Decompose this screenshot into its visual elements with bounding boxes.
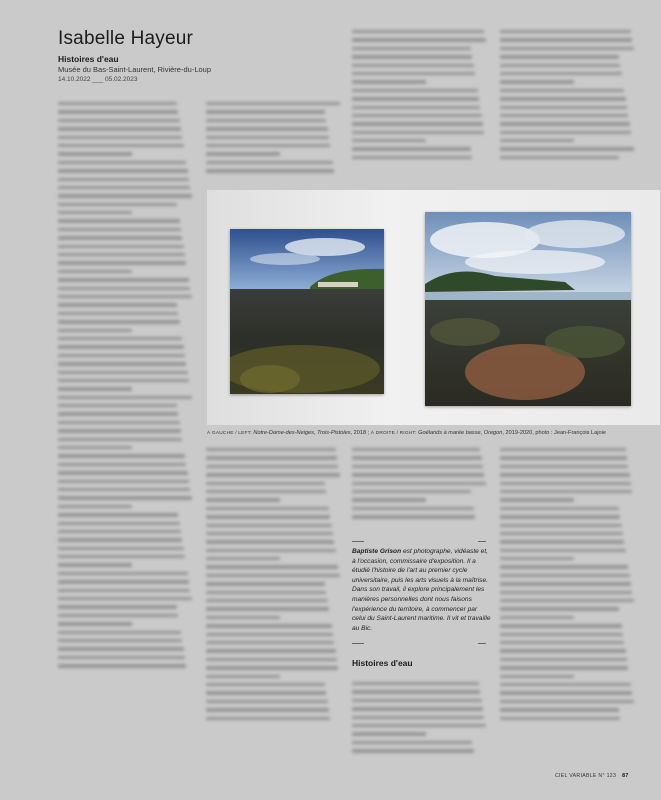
caption-left-title: Notre-Dame-des-Neiges, Trois-Pistoles (253, 430, 351, 436)
blurred-text-line (206, 119, 326, 122)
blurred-text-line (206, 532, 333, 535)
blurred-text-line (500, 616, 574, 619)
blurred-text-line (352, 122, 483, 125)
blurred-text-line (500, 507, 619, 510)
blurred-text-line (206, 666, 338, 669)
blurred-text-line (206, 465, 338, 468)
blurred-text-line (58, 488, 190, 491)
blurred-text-line (206, 675, 280, 678)
blurred-text-line (58, 161, 186, 164)
blurred-text-line (352, 30, 484, 33)
blurred-text-line (500, 89, 624, 92)
blurred-text-line (352, 97, 479, 100)
blurred-text-line (206, 161, 333, 164)
exhibition-title: Histoires d'eau (58, 54, 119, 64)
blurred-text-line (352, 448, 480, 451)
blurred-text-line (352, 749, 474, 752)
blurred-text-line (58, 421, 180, 424)
blurred-text-line (58, 295, 192, 298)
blurred-text-line (58, 572, 188, 575)
blurred-text-line (58, 287, 190, 290)
blurred-text-line (58, 345, 184, 348)
artist-name: Isabelle Hayeur (58, 28, 194, 49)
bio-rule-top-right (478, 541, 486, 542)
blurred-text-line (206, 456, 337, 459)
blurred-text-line (352, 732, 426, 735)
blurred-text-line (58, 622, 132, 625)
blurred-text-line (206, 507, 329, 510)
blurred-column-left (58, 102, 193, 673)
blurred-text-line (206, 152, 280, 155)
blurred-text-line (206, 482, 325, 485)
blurred-text-line (58, 194, 192, 197)
blurred-text-line (58, 371, 188, 374)
blurred-text-line (500, 38, 632, 41)
blurred-text-line (500, 498, 574, 501)
blurred-text-line (500, 139, 574, 142)
bio-rule-bottom-right (478, 643, 486, 644)
blurred-text-line (58, 270, 132, 273)
blurred-text-line (206, 717, 330, 720)
blurred-text-line (500, 599, 634, 602)
blurred-text-line (500, 633, 623, 636)
blurred-text-line (206, 700, 328, 703)
blurred-text-line (58, 136, 182, 139)
photo-goelands-maree-basse (425, 212, 631, 406)
bio-text: est photographe, vidéaste et, à l'occasion, commissaire d'exposition. Il a étudié l'histoire de l'art au premier cycle universitaire, puis les arts visuels à la maîtrise. Dans son travail, il explore principalement les manières personnelles dont nous faisons l'expérience du territoire, à commencer par celui du Saint-Laurent maritime. Il vit et travaille au Bic. (352, 548, 491, 632)
blurred-text-line (352, 515, 475, 518)
blurred-text-line (58, 471, 188, 474)
blurred-text-line (500, 641, 624, 644)
blurred-text-line (58, 505, 132, 508)
bio-rule-bottom (352, 643, 364, 644)
blurred-text-line (58, 362, 186, 365)
blurred-text-line (58, 379, 189, 382)
blurred-text-line (500, 649, 626, 652)
blurred-text-line (352, 724, 486, 727)
blurred-text-line (352, 139, 426, 142)
bio-name: Baptiste Grison (352, 548, 402, 555)
page-number: 87 (622, 773, 629, 779)
blurred-text-line (352, 690, 480, 693)
blurred-text-line (500, 482, 631, 485)
blurred-text-line (206, 708, 329, 711)
blurred-text-line (58, 647, 184, 650)
blurred-text-line (500, 691, 632, 694)
blurred-text-line (352, 482, 486, 485)
blurred-text-line (58, 513, 178, 516)
blurred-text-line (500, 72, 622, 75)
blurred-text-line (58, 404, 177, 407)
blurred-text-line (500, 557, 574, 560)
blurred-text-line (500, 700, 634, 703)
blurred-text-line (500, 490, 632, 493)
blurred-text-line (352, 682, 479, 685)
page-footer (555, 773, 629, 779)
blurred-text-line (500, 574, 630, 577)
blurred-text-line (58, 589, 190, 592)
blurred-text-line (58, 580, 189, 583)
blurred-text-line (206, 691, 326, 694)
blurred-text-line (500, 131, 631, 134)
blurred-text-line (58, 538, 182, 541)
blurred-text-line (500, 666, 628, 669)
blurred-text-line (58, 278, 189, 281)
blurred-text-line (500, 106, 627, 109)
blurred-column-right-b-top (500, 30, 635, 164)
blurred-text-line (58, 261, 186, 264)
caption-right-year: , 2019-2020, (502, 430, 536, 436)
blurred-text-line (500, 565, 628, 568)
blurred-text-line (58, 454, 185, 457)
blurred-text-line (58, 354, 185, 357)
blurred-text-line (58, 480, 189, 483)
blurred-text-line (500, 456, 627, 459)
blurred-text-line (58, 614, 178, 617)
blurred-text-line (206, 624, 332, 627)
blurred-text-line (58, 547, 184, 550)
photo-notre-dame-des-neiges (230, 229, 384, 394)
blurred-text-line (500, 658, 627, 661)
blurred-text-line (206, 616, 280, 619)
blurred-text-line (58, 211, 132, 214)
blurred-text-line (58, 219, 180, 222)
blurred-text-line (58, 605, 177, 608)
blurred-text-line (58, 555, 185, 558)
blurred-text-line (206, 607, 329, 610)
blurred-column-mid-top (206, 102, 341, 178)
exhibition-dates: 14.10.2022 ___ 05.02.2023 (58, 76, 138, 83)
blurred-text-line (58, 337, 182, 340)
blurred-text-line (352, 498, 426, 501)
blurred-text-line (500, 122, 630, 125)
blurred-text-line (352, 147, 471, 150)
blurred-text-line (500, 708, 619, 711)
blurred-text-line (206, 136, 329, 139)
blurred-text-line (58, 110, 178, 113)
blurred-column-right-b-bottom (500, 448, 635, 725)
blurred-text-line (500, 80, 574, 83)
blurred-text-line (500, 717, 620, 720)
blurred-text-line (500, 582, 631, 585)
magazine-issue: CIEL VARIABLE N° 123 (555, 773, 617, 779)
section-heading: Histoires d'eau (352, 658, 413, 668)
blurred-text-line (500, 515, 620, 518)
blurred-text-line (352, 490, 471, 493)
blurred-text-line (500, 147, 634, 150)
blurred-text-line (352, 456, 482, 459)
blurred-text-line (206, 540, 334, 543)
caption-left-label: À GAUCHE / LEFT: (207, 431, 252, 436)
blurred-text-line (58, 597, 192, 600)
blurred-text-line (58, 438, 182, 441)
blurred-text-line (500, 156, 619, 159)
blurred-text-line (58, 152, 132, 155)
blurred-text-line (206, 498, 280, 501)
blurred-text-line (206, 110, 325, 113)
blurred-text-line (58, 396, 192, 399)
blurred-text-line (500, 47, 634, 50)
blurred-text-line (352, 114, 482, 117)
blurred-text-line (58, 320, 180, 323)
blurred-text-line (58, 639, 182, 642)
blurred-text-line (58, 664, 186, 667)
blurred-text-line (352, 72, 475, 75)
blurred-text-line (206, 549, 336, 552)
blurred-text-line (352, 465, 483, 468)
blurred-text-line (206, 649, 336, 652)
blurred-text-line (500, 607, 619, 610)
blurred-text-line (58, 329, 132, 332)
blurred-text-line (206, 582, 325, 585)
blurred-text-line (58, 312, 178, 315)
blurred-text-line (500, 549, 626, 552)
blurred-text-line (58, 496, 192, 499)
blurred-text-line (352, 699, 482, 702)
blurred-text-line (58, 412, 178, 415)
blurred-text-line (58, 530, 181, 533)
blurred-text-line (500, 114, 628, 117)
blurred-text-line (58, 446, 132, 449)
blurred-text-line (58, 387, 132, 390)
exhibition-photo (207, 190, 660, 425)
blurred-text-line (206, 448, 336, 451)
blurred-text-line (58, 656, 185, 659)
blurred-text-line (500, 465, 628, 468)
blurred-text-line (352, 55, 472, 58)
blurred-text-line (352, 38, 486, 41)
blurred-text-line (206, 524, 332, 527)
blurred-text-line (58, 429, 181, 432)
blurred-text-line (58, 169, 188, 172)
blurred-text-line (58, 127, 181, 130)
blurred-text-line (58, 236, 182, 239)
blurred-text-line (500, 624, 622, 627)
blurred-text-line (500, 524, 622, 527)
blurred-text-line (206, 574, 340, 577)
blurred-text-line (206, 641, 334, 644)
blurred-text-line (58, 463, 186, 466)
caption-left-year: , 2018 ; (350, 430, 370, 436)
blurred-text-line (206, 102, 340, 105)
blurred-text-line (500, 448, 626, 451)
exhibition-venue: Musée du Bas-Saint-Laurent, Rivière-du-Loup (58, 65, 211, 74)
blurred-text-line (352, 89, 478, 92)
blurred-text-line (206, 144, 330, 147)
blurred-text-line (58, 102, 177, 105)
blurred-text-line (352, 507, 474, 510)
caption-right-label: À DROITE / RIGHT: (370, 431, 417, 436)
blurred-text-line (206, 633, 333, 636)
blurred-text-line (352, 131, 484, 134)
blurred-text-line (206, 658, 337, 661)
blurred-text-line (500, 675, 574, 678)
blurred-text-line (58, 522, 180, 525)
blurred-text-line (352, 47, 471, 50)
blurred-text-line (206, 515, 330, 518)
blurred-text-line (352, 156, 472, 159)
blurred-text-line (352, 64, 474, 67)
bio-rule-top (352, 541, 364, 542)
blurred-text-line (352, 741, 472, 744)
blurred-text-line (352, 716, 484, 719)
blurred-column-right-a-bottom (352, 682, 487, 758)
blurred-text-line (500, 55, 619, 58)
blurred-text-line (500, 473, 630, 476)
blurred-text-line (206, 599, 328, 602)
blurred-text-line (58, 178, 189, 181)
contributor-bio (352, 547, 492, 633)
photo-caption (207, 430, 657, 437)
blurred-text-line (206, 683, 325, 686)
blurred-text-line (58, 228, 181, 231)
blurred-text-line (58, 631, 181, 634)
blurred-text-line (500, 64, 620, 67)
blurred-text-line (58, 186, 190, 189)
blurred-column-right-a-mid (352, 448, 487, 524)
blurred-text-line (500, 97, 626, 100)
blurred-text-line (206, 557, 280, 560)
caption-credit: photo : Jean-François Lajoie (535, 430, 606, 436)
blurred-column-right-a-top (352, 30, 487, 164)
blurred-text-line (500, 591, 632, 594)
blurred-text-line (352, 106, 480, 109)
blurred-column-mid-bottom (206, 448, 341, 725)
blurred-text-line (352, 707, 483, 710)
blurred-text-line (206, 127, 328, 130)
blurred-text-line (58, 245, 184, 248)
blurred-text-line (58, 563, 132, 566)
blurred-text-line (58, 203, 177, 206)
blurred-text-line (500, 683, 631, 686)
blurred-text-line (58, 119, 180, 122)
blurred-text-line (58, 253, 185, 256)
blurred-text-line (206, 473, 340, 476)
blurred-text-line (352, 80, 426, 83)
blurred-text-line (500, 532, 623, 535)
blurred-text-line (58, 303, 177, 306)
blurred-text-line (206, 591, 326, 594)
caption-right-title: Goélands à marée basse, Oregon (418, 430, 503, 436)
blurred-text-line (206, 490, 326, 493)
blurred-text-line (500, 30, 631, 33)
blurred-text-line (206, 169, 334, 172)
blurred-text-line (352, 473, 484, 476)
blurred-text-line (58, 144, 184, 147)
blurred-text-line (206, 565, 338, 568)
blurred-text-line (500, 540, 624, 543)
